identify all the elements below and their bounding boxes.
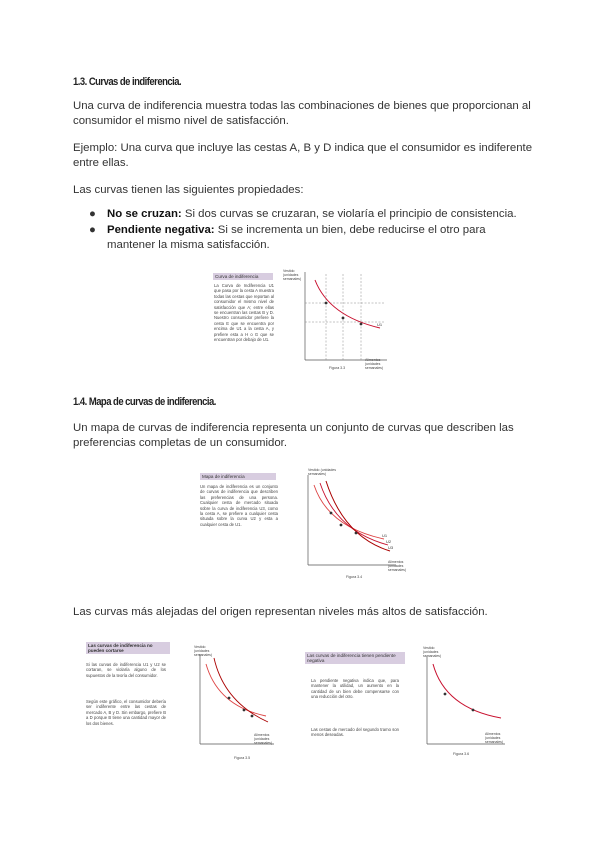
figure-caption: Figura 3.4	[346, 575, 363, 579]
section-heading-mapa: 1.4. Mapa de curvas de indiferencia.	[73, 396, 216, 408]
point-marker	[325, 302, 328, 305]
bullet-icon: ●	[89, 208, 96, 220]
point-marker	[444, 693, 447, 696]
figure-y-label: Vestido (unidades semanales)	[423, 646, 442, 658]
curve-label: U3	[388, 545, 394, 550]
properties-intro: Las curvas tienen las siguientes propiedades:	[73, 184, 304, 196]
map-definition-paragraph: Un mapa de curvas de indiferencia representa un conjunto de curvas que describen las preferencias completas de un consumidor.	[73, 422, 514, 449]
figure-curves-cannot-cross	[84, 642, 280, 762]
indifference-curve-u2	[214, 658, 268, 722]
figure-body: Según este gráfico, el consumidor debería ser indiferente entre las cestas de mercado A, B y D. Sin embargo, prefiere B a D porque B tiene una cantidad mayor de los dos bienes.	[86, 699, 166, 726]
figure-negative-slope	[305, 646, 515, 762]
property-text: Si se incrementa un bien, debe reducirse el otro para mantener la misma satisfacción.	[107, 224, 486, 251]
figure-body: Un mapa de indiferencia es un conjunto de curvas de indiferencia que describen las preferencias de una persona. Cualquier cesta de mercado situada sobre la curva de indiferencia U3, como la cesta A, se prefiere a cualquier cesta situada sobre la curva U2 y esta a cualquier cesta de U1.	[200, 484, 278, 527]
point-marker	[340, 524, 343, 527]
point-marker	[243, 709, 246, 712]
figure-body: Si las curvas de indiferencia U1 y U2 se cortaran, se violaría alguno de los supuestos de la teoría del consumidor.	[86, 662, 166, 678]
curve-label: U1	[382, 533, 388, 538]
figure-y-label: Vestido (unidades semanales)	[283, 269, 302, 281]
figure-indifference-map	[196, 465, 406, 585]
curve-label: U1	[377, 322, 383, 327]
figure-title: Mapa de indiferencia	[200, 473, 276, 480]
properties-list	[73, 207, 533, 254]
crossing-curves-chart	[84, 642, 280, 762]
point-marker	[355, 532, 358, 535]
property-term: No se cruzan:	[107, 208, 182, 220]
point-marker	[228, 697, 231, 700]
figure-body: La Curva de Indiferencia U1 que pasa por la cesta A muestra todas las cestas que reportan al consumidor el mismo nivel de satisfacción que A; entre ellas se encuentran las cestas B y D. Nuestro consumidor prefiere la cesta E que se encuentra por encima de U1 a la cesta A, y prefiere esta a H o G que se encuentran por debajo de U1.	[214, 283, 274, 343]
example-paragraph: Ejemplo: Una curva que incluye las cestas A, B y D indica que el consumidor es indiferente entre ellas.	[73, 142, 533, 169]
figure-caption: Figura 3.3	[329, 366, 346, 370]
figure-body: Las cestas de mercado del segundo tramo son menos deseadas.	[311, 727, 399, 738]
indifference-curve	[433, 664, 501, 718]
figure-x-label: Alimentos (unidades semanales)	[388, 560, 407, 572]
property-text: Si dos curvas se cruzaran, se violaría el principio de consistencia.	[181, 208, 517, 220]
indifference-curve-u1	[206, 664, 266, 716]
figure-title: Las curvas de indiferencia tienen pendiente negativa	[305, 652, 405, 664]
property-term: Pendiente negativa:	[107, 224, 215, 236]
figure-title: Las curvas de indiferencia no pueden cortarse	[86, 642, 170, 654]
list-item	[73, 207, 533, 222]
curve-label: U2	[386, 539, 392, 544]
figure-title: Curva de indiferencia	[213, 273, 273, 280]
bullet-icon: ●	[89, 224, 96, 236]
point-marker	[342, 317, 345, 320]
definition-paragraph: Una curva de indiferencia muestra todas las combinaciones de bienes que proporcionan al consumidor el mismo nivel de satisfacción.	[73, 100, 531, 127]
indifference-chart	[205, 266, 395, 376]
list-item	[73, 223, 533, 253]
point-marker	[330, 512, 333, 515]
figure-indifference-curve	[205, 266, 395, 376]
figure-caption: Figura 3.5	[234, 756, 251, 760]
figure-x-label: Alimentos (unidades semanales)	[485, 732, 504, 744]
point-marker	[360, 323, 363, 326]
figure-y-label: Vestido (unidades semanales)	[308, 468, 336, 476]
figure-x-label: Alimentos (unidades semanales)	[365, 358, 384, 370]
conclusion-paragraph: Las curvas más alejadas del origen representan niveles más altos de satisfacción.	[73, 606, 488, 618]
indifference-curve-u1	[314, 485, 384, 539]
negative-slope-chart	[305, 652, 515, 762]
indifference-curve-u1	[315, 280, 380, 328]
point-marker	[472, 709, 475, 712]
figure-x-label: Alimentos (unidades semanales)	[254, 733, 273, 745]
figure-y-label: Vestido (unidades semanales)	[194, 645, 213, 657]
point-marker	[251, 715, 254, 718]
figure-body: La pendiente negativa indica que, para mantener la utilidad, un aumento en la cantidad de un bien debe compensarse con una reducción del otro.	[311, 678, 399, 700]
indifference-map-chart	[196, 465, 406, 585]
section-heading-curvas: 1.3. Curvas de indiferencia.	[73, 76, 182, 88]
figure-caption: Figura 3.6	[453, 752, 470, 756]
indifference-curve-u3	[326, 481, 390, 551]
